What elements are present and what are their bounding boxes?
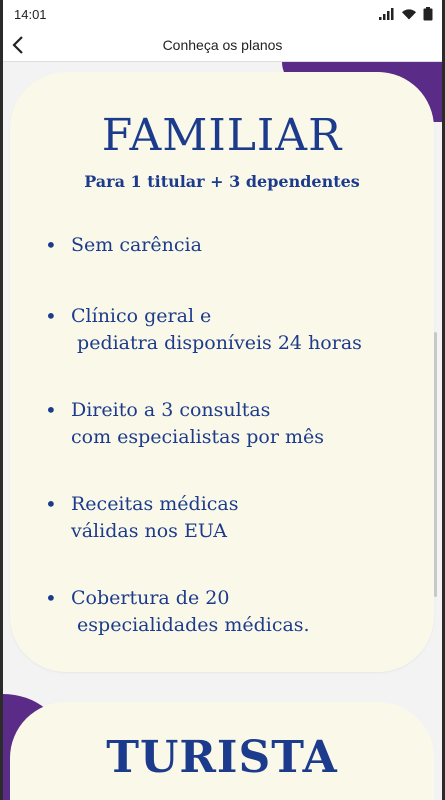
plan-title: TURISTA — [106, 732, 338, 783]
benefit-item — [45, 232, 425, 259]
page-title: Conheça os planos — [162, 36, 283, 53]
device-frame-left — [0, 0, 3, 800]
plans-scroll-area[interactable] — [0, 62, 445, 800]
benefit-line: válidas nos EUA — [71, 520, 227, 542]
benefit-line: pediatra disponíveis 24 horas — [71, 332, 362, 354]
wifi-icon — [401, 8, 417, 20]
status-bar — [0, 0, 445, 28]
back-button[interactable] — [4, 31, 32, 59]
benefit-line: Receitas médicas — [71, 493, 239, 515]
signal-icon — [379, 8, 395, 20]
arrow-left-icon — [11, 36, 25, 54]
plan-card-familiar[interactable] — [10, 72, 434, 672]
battery-icon — [423, 7, 433, 21]
benefit-line: Direito a 3 consultas — [71, 399, 271, 421]
benefits-list — [45, 232, 425, 639]
benefit-line: Cobertura de 20 — [71, 587, 230, 609]
benefit-item — [45, 491, 425, 545]
plan-title: FAMILIAR — [101, 110, 343, 161]
bullet-icon: • — [45, 586, 57, 610]
bullet-icon: • — [45, 492, 57, 516]
scrollbar[interactable] — [434, 332, 437, 597]
plan-subtitle: Para 1 titular + 3 dependentes — [84, 172, 360, 191]
benefit-line: Clínico geral e — [71, 305, 212, 327]
bullet-icon: • — [45, 398, 57, 422]
benefit-item — [45, 397, 425, 451]
plan-card-turista[interactable] — [10, 702, 434, 800]
benefit-line: com especialistas por mês — [71, 426, 324, 448]
benefit-item — [45, 585, 425, 639]
status-time: 14:01 — [14, 6, 47, 22]
benefit-line: especialidades médicas. — [71, 614, 310, 636]
status-icons — [379, 7, 433, 21]
bullet-icon: • — [45, 233, 57, 257]
benefit-item — [45, 303, 425, 357]
bullet-icon: • — [45, 304, 57, 328]
app-bar — [0, 28, 445, 62]
benefit-line: Sem carência — [71, 234, 202, 256]
